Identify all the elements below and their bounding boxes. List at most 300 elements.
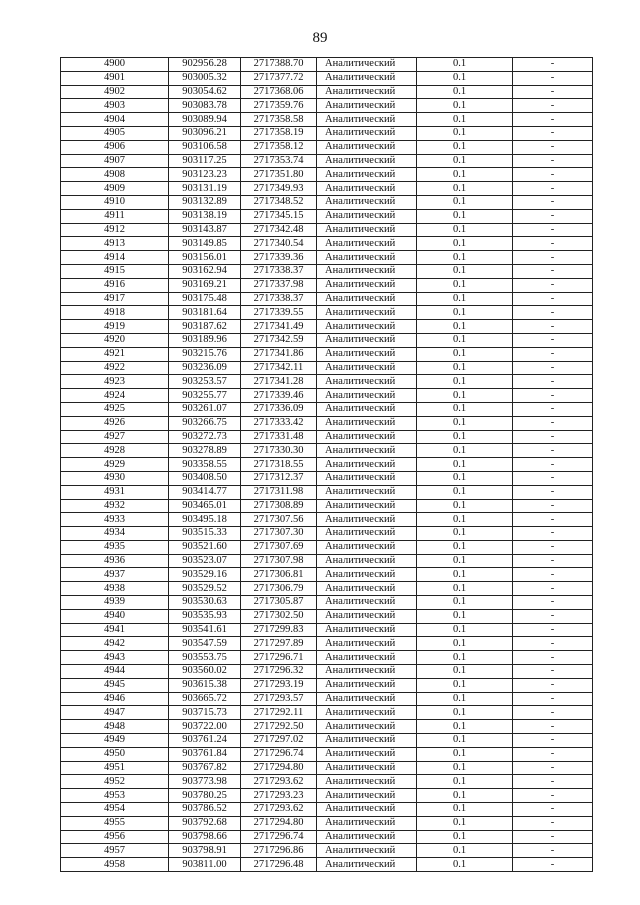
description-cell: - [513, 471, 593, 485]
table-row [61, 596, 593, 610]
x-coordinate-cell: 903005.32 [169, 71, 241, 85]
table-row [61, 540, 593, 554]
precision-cell: 0.1 [417, 416, 513, 430]
description-cell: - [513, 264, 593, 278]
method-cell: Аналитический [317, 651, 417, 665]
point-number-cell: 4904 [61, 113, 169, 127]
table-row [61, 554, 593, 568]
precision-cell: 0.1 [417, 375, 513, 389]
table-row [61, 444, 593, 458]
precision-cell: 0.1 [417, 99, 513, 113]
precision-cell: 0.1 [417, 389, 513, 403]
precision-cell: 0.1 [417, 195, 513, 209]
method-cell: Аналитический [317, 223, 417, 237]
table-row [61, 430, 593, 444]
precision-cell: 0.1 [417, 264, 513, 278]
description-cell: - [513, 623, 593, 637]
point-number-cell: 4909 [61, 182, 169, 196]
y-coordinate-cell: 2717342.59 [241, 333, 317, 347]
precision-cell: 0.1 [417, 734, 513, 748]
table-row [61, 140, 593, 154]
method-cell: Аналитический [317, 195, 417, 209]
x-coordinate-cell: 903495.18 [169, 513, 241, 527]
method-cell: Аналитический [317, 706, 417, 720]
method-cell: Аналитический [317, 803, 417, 817]
point-number-cell: 4947 [61, 706, 169, 720]
description-cell: - [513, 361, 593, 375]
table-row [61, 720, 593, 734]
x-coordinate-cell: 903535.93 [169, 609, 241, 623]
precision-cell: 0.1 [417, 761, 513, 775]
y-coordinate-cell: 2717338.37 [241, 292, 317, 306]
point-number-cell: 4902 [61, 85, 169, 99]
y-coordinate-cell: 2717297.02 [241, 734, 317, 748]
method-cell: Аналитический [317, 596, 417, 610]
point-number-cell: 4937 [61, 568, 169, 582]
y-coordinate-cell: 2717302.50 [241, 609, 317, 623]
description-cell: - [513, 499, 593, 513]
x-coordinate-cell: 903189.96 [169, 333, 241, 347]
point-number-cell: 4924 [61, 389, 169, 403]
method-cell: Аналитический [317, 264, 417, 278]
description-cell: - [513, 554, 593, 568]
precision-cell: 0.1 [417, 278, 513, 292]
precision-cell: 0.1 [417, 471, 513, 485]
x-coordinate-cell: 903615.38 [169, 678, 241, 692]
method-cell: Аналитический [317, 85, 417, 99]
point-number-cell: 4946 [61, 692, 169, 706]
table-row [61, 637, 593, 651]
y-coordinate-cell: 2717292.50 [241, 720, 317, 734]
precision-cell: 0.1 [417, 858, 513, 872]
precision-cell: 0.1 [417, 251, 513, 265]
description-cell: - [513, 154, 593, 168]
point-number-cell: 4949 [61, 734, 169, 748]
x-coordinate-cell: 903523.07 [169, 554, 241, 568]
precision-cell: 0.1 [417, 237, 513, 251]
y-coordinate-cell: 2717345.15 [241, 209, 317, 223]
precision-cell: 0.1 [417, 333, 513, 347]
table-row [61, 306, 593, 320]
description-cell: - [513, 140, 593, 154]
table-row [61, 416, 593, 430]
table-row [61, 803, 593, 817]
method-cell: Аналитический [317, 292, 417, 306]
precision-cell: 0.1 [417, 540, 513, 554]
point-number-cell: 4938 [61, 582, 169, 596]
precision-cell: 0.1 [417, 527, 513, 541]
y-coordinate-cell: 2717368.06 [241, 85, 317, 99]
description-cell: - [513, 816, 593, 830]
x-coordinate-cell: 903162.94 [169, 264, 241, 278]
precision-cell: 0.1 [417, 554, 513, 568]
y-coordinate-cell: 2717292.11 [241, 706, 317, 720]
x-coordinate-cell: 903465.01 [169, 499, 241, 513]
precision-cell: 0.1 [417, 113, 513, 127]
precision-cell: 0.1 [417, 513, 513, 527]
point-number-cell: 4910 [61, 195, 169, 209]
description-cell: - [513, 402, 593, 416]
point-number-cell: 4945 [61, 678, 169, 692]
description-cell: - [513, 858, 593, 872]
method-cell: Аналитический [317, 168, 417, 182]
x-coordinate-cell: 903773.98 [169, 775, 241, 789]
precision-cell: 0.1 [417, 154, 513, 168]
description-cell: - [513, 513, 593, 527]
table-row [61, 485, 593, 499]
precision-cell: 0.1 [417, 320, 513, 334]
precision-cell: 0.1 [417, 678, 513, 692]
x-coordinate-cell: 903722.00 [169, 720, 241, 734]
x-coordinate-cell: 903798.66 [169, 830, 241, 844]
y-coordinate-cell: 2717306.79 [241, 582, 317, 596]
table-row [61, 582, 593, 596]
point-number-cell: 4955 [61, 816, 169, 830]
method-cell: Аналитический [317, 416, 417, 430]
description-cell: - [513, 113, 593, 127]
table-row [61, 278, 593, 292]
table-row [61, 99, 593, 113]
precision-cell: 0.1 [417, 816, 513, 830]
point-number-cell: 4930 [61, 471, 169, 485]
coordinates-table-body [61, 58, 593, 872]
description-cell: - [513, 692, 593, 706]
method-cell: Аналитический [317, 126, 417, 140]
y-coordinate-cell: 2717353.74 [241, 154, 317, 168]
description-cell: - [513, 209, 593, 223]
method-cell: Аналитический [317, 375, 417, 389]
y-coordinate-cell: 2717318.55 [241, 458, 317, 472]
point-number-cell: 4915 [61, 264, 169, 278]
precision-cell: 0.1 [417, 458, 513, 472]
y-coordinate-cell: 2717359.76 [241, 99, 317, 113]
x-coordinate-cell: 903123.23 [169, 168, 241, 182]
point-number-cell: 4903 [61, 99, 169, 113]
y-coordinate-cell: 2717358.58 [241, 113, 317, 127]
table-row [61, 734, 593, 748]
x-coordinate-cell: 903131.19 [169, 182, 241, 196]
description-cell: - [513, 637, 593, 651]
y-coordinate-cell: 2717341.49 [241, 320, 317, 334]
x-coordinate-cell: 903560.02 [169, 665, 241, 679]
x-coordinate-cell: 903547.59 [169, 637, 241, 651]
y-coordinate-cell: 2717294.80 [241, 761, 317, 775]
table-row [61, 237, 593, 251]
method-cell: Аналитический [317, 789, 417, 803]
point-number-cell: 4934 [61, 527, 169, 541]
description-cell: - [513, 333, 593, 347]
table-row [61, 692, 593, 706]
y-coordinate-cell: 2717297.89 [241, 637, 317, 651]
description-cell: - [513, 720, 593, 734]
table-row [61, 609, 593, 623]
method-cell: Аналитический [317, 527, 417, 541]
x-coordinate-cell: 903521.60 [169, 540, 241, 554]
point-number-cell: 4952 [61, 775, 169, 789]
table-row [61, 761, 593, 775]
point-number-cell: 4950 [61, 747, 169, 761]
method-cell: Аналитический [317, 402, 417, 416]
x-coordinate-cell: 903530.63 [169, 596, 241, 610]
description-cell: - [513, 416, 593, 430]
point-number-cell: 4942 [61, 637, 169, 651]
x-coordinate-cell: 903132.89 [169, 195, 241, 209]
method-cell: Аналитический [317, 678, 417, 692]
description-cell: - [513, 734, 593, 748]
table-row [61, 678, 593, 692]
point-number-cell: 4914 [61, 251, 169, 265]
method-cell: Аналитический [317, 761, 417, 775]
point-number-cell: 4958 [61, 858, 169, 872]
description-cell: - [513, 237, 593, 251]
x-coordinate-cell: 903408.50 [169, 471, 241, 485]
y-coordinate-cell: 2717341.28 [241, 375, 317, 389]
point-number-cell: 4948 [61, 720, 169, 734]
point-number-cell: 4941 [61, 623, 169, 637]
x-coordinate-cell: 903054.62 [169, 85, 241, 99]
table-row [61, 223, 593, 237]
description-cell: - [513, 485, 593, 499]
description-cell: - [513, 761, 593, 775]
table-row [61, 513, 593, 527]
precision-cell: 0.1 [417, 720, 513, 734]
description-cell: - [513, 582, 593, 596]
point-number-cell: 4911 [61, 209, 169, 223]
y-coordinate-cell: 2717377.72 [241, 71, 317, 85]
precision-cell: 0.1 [417, 182, 513, 196]
precision-cell: 0.1 [417, 209, 513, 223]
x-coordinate-cell: 903358.55 [169, 458, 241, 472]
table-row [61, 816, 593, 830]
method-cell: Аналитический [317, 554, 417, 568]
x-coordinate-cell: 903096.21 [169, 126, 241, 140]
y-coordinate-cell: 2717305.87 [241, 596, 317, 610]
description-cell: - [513, 347, 593, 361]
x-coordinate-cell: 903187.62 [169, 320, 241, 334]
table-row [61, 858, 593, 872]
x-coordinate-cell: 903529.52 [169, 582, 241, 596]
precision-cell: 0.1 [417, 140, 513, 154]
description-cell: - [513, 375, 593, 389]
method-cell: Аналитический [317, 582, 417, 596]
table-row [61, 499, 593, 513]
method-cell: Аналитический [317, 430, 417, 444]
method-cell: Аналитический [317, 320, 417, 334]
y-coordinate-cell: 2717339.46 [241, 389, 317, 403]
table-row [61, 527, 593, 541]
y-coordinate-cell: 2717296.74 [241, 830, 317, 844]
y-coordinate-cell: 2717342.48 [241, 223, 317, 237]
method-cell: Аналитический [317, 333, 417, 347]
y-coordinate-cell: 2717312.37 [241, 471, 317, 485]
method-cell: Аналитический [317, 154, 417, 168]
point-number-cell: 4956 [61, 830, 169, 844]
description-cell: - [513, 444, 593, 458]
precision-cell: 0.1 [417, 844, 513, 858]
method-cell: Аналитический [317, 182, 417, 196]
precision-cell: 0.1 [417, 747, 513, 761]
point-number-cell: 4957 [61, 844, 169, 858]
description-cell: - [513, 789, 593, 803]
table-row [61, 85, 593, 99]
point-number-cell: 4935 [61, 540, 169, 554]
x-coordinate-cell: 903541.61 [169, 623, 241, 637]
x-coordinate-cell: 903715.73 [169, 706, 241, 720]
table-row [61, 568, 593, 582]
x-coordinate-cell: 903138.19 [169, 209, 241, 223]
method-cell: Аналитический [317, 609, 417, 623]
table-row [61, 747, 593, 761]
x-coordinate-cell: 903106.58 [169, 140, 241, 154]
y-coordinate-cell: 2717331.48 [241, 430, 317, 444]
x-coordinate-cell: 903811.00 [169, 858, 241, 872]
method-cell: Аналитический [317, 844, 417, 858]
precision-cell: 0.1 [417, 499, 513, 513]
description-cell: - [513, 775, 593, 789]
y-coordinate-cell: 2717337.98 [241, 278, 317, 292]
description-cell: - [513, 58, 593, 72]
description-cell: - [513, 126, 593, 140]
table-row [61, 789, 593, 803]
description-cell: - [513, 168, 593, 182]
precision-cell: 0.1 [417, 665, 513, 679]
y-coordinate-cell: 2717336.09 [241, 402, 317, 416]
y-coordinate-cell: 2717296.74 [241, 747, 317, 761]
point-number-cell: 4943 [61, 651, 169, 665]
y-coordinate-cell: 2717308.89 [241, 499, 317, 513]
description-cell: - [513, 195, 593, 209]
precision-cell: 0.1 [417, 830, 513, 844]
method-cell: Аналитический [317, 209, 417, 223]
point-number-cell: 4912 [61, 223, 169, 237]
method-cell: Аналитический [317, 458, 417, 472]
x-coordinate-cell: 903798.91 [169, 844, 241, 858]
y-coordinate-cell: 2717293.62 [241, 803, 317, 817]
table-row [61, 126, 593, 140]
y-coordinate-cell: 2717348.52 [241, 195, 317, 209]
precision-cell: 0.1 [417, 775, 513, 789]
method-cell: Аналитический [317, 858, 417, 872]
method-cell: Аналитический [317, 361, 417, 375]
x-coordinate-cell: 903253.57 [169, 375, 241, 389]
table-row [61, 182, 593, 196]
x-coordinate-cell: 903414.77 [169, 485, 241, 499]
point-number-cell: 4916 [61, 278, 169, 292]
description-cell: - [513, 182, 593, 196]
description-cell: - [513, 609, 593, 623]
precision-cell: 0.1 [417, 485, 513, 499]
table-row [61, 458, 593, 472]
table-row [61, 292, 593, 306]
y-coordinate-cell: 2717306.81 [241, 568, 317, 582]
y-coordinate-cell: 2717330.30 [241, 444, 317, 458]
method-cell: Аналитический [317, 140, 417, 154]
precision-cell: 0.1 [417, 692, 513, 706]
y-coordinate-cell: 2717340.54 [241, 237, 317, 251]
table-row [61, 844, 593, 858]
description-cell: - [513, 830, 593, 844]
point-number-cell: 4905 [61, 126, 169, 140]
x-coordinate-cell: 903278.89 [169, 444, 241, 458]
point-number-cell: 4921 [61, 347, 169, 361]
method-cell: Аналитический [317, 389, 417, 403]
y-coordinate-cell: 2717307.69 [241, 540, 317, 554]
point-number-cell: 4919 [61, 320, 169, 334]
x-coordinate-cell: 903117.25 [169, 154, 241, 168]
method-cell: Аналитический [317, 720, 417, 734]
precision-cell: 0.1 [417, 85, 513, 99]
point-number-cell: 4933 [61, 513, 169, 527]
y-coordinate-cell: 2717307.98 [241, 554, 317, 568]
table-row [61, 58, 593, 72]
x-coordinate-cell: 903792.68 [169, 816, 241, 830]
method-cell: Аналитический [317, 58, 417, 72]
table-row [61, 775, 593, 789]
x-coordinate-cell: 903665.72 [169, 692, 241, 706]
method-cell: Аналитический [317, 816, 417, 830]
y-coordinate-cell: 2717296.48 [241, 858, 317, 872]
method-cell: Аналитический [317, 540, 417, 554]
method-cell: Аналитический [317, 485, 417, 499]
precision-cell: 0.1 [417, 58, 513, 72]
table-row [61, 113, 593, 127]
precision-cell: 0.1 [417, 623, 513, 637]
point-number-cell: 4929 [61, 458, 169, 472]
method-cell: Аналитический [317, 568, 417, 582]
precision-cell: 0.1 [417, 168, 513, 182]
y-coordinate-cell: 2717293.57 [241, 692, 317, 706]
x-coordinate-cell: 903215.76 [169, 347, 241, 361]
y-coordinate-cell: 2717351.80 [241, 168, 317, 182]
precision-cell: 0.1 [417, 568, 513, 582]
description-cell: - [513, 458, 593, 472]
precision-cell: 0.1 [417, 789, 513, 803]
method-cell: Аналитический [317, 747, 417, 761]
description-cell: - [513, 527, 593, 541]
x-coordinate-cell: 903515.33 [169, 527, 241, 541]
method-cell: Аналитический [317, 692, 417, 706]
method-cell: Аналитический [317, 665, 417, 679]
table-row [61, 471, 593, 485]
point-number-cell: 4918 [61, 306, 169, 320]
method-cell: Аналитический [317, 99, 417, 113]
y-coordinate-cell: 2717358.12 [241, 140, 317, 154]
table-row [61, 195, 593, 209]
table-row [61, 71, 593, 85]
description-cell: - [513, 99, 593, 113]
precision-cell: 0.1 [417, 306, 513, 320]
description-cell: - [513, 320, 593, 334]
point-number-cell: 4908 [61, 168, 169, 182]
precision-cell: 0.1 [417, 71, 513, 85]
point-number-cell: 4901 [61, 71, 169, 85]
method-cell: Аналитический [317, 830, 417, 844]
x-coordinate-cell: 903261.07 [169, 402, 241, 416]
x-coordinate-cell: 903761.24 [169, 734, 241, 748]
method-cell: Аналитический [317, 734, 417, 748]
precision-cell: 0.1 [417, 651, 513, 665]
table-row [61, 402, 593, 416]
table-row [61, 347, 593, 361]
x-coordinate-cell: 903169.21 [169, 278, 241, 292]
y-coordinate-cell: 2717349.93 [241, 182, 317, 196]
method-cell: Аналитический [317, 513, 417, 527]
description-cell: - [513, 665, 593, 679]
description-cell: - [513, 85, 593, 99]
table-row [61, 333, 593, 347]
precision-cell: 0.1 [417, 223, 513, 237]
y-coordinate-cell: 2717294.80 [241, 816, 317, 830]
